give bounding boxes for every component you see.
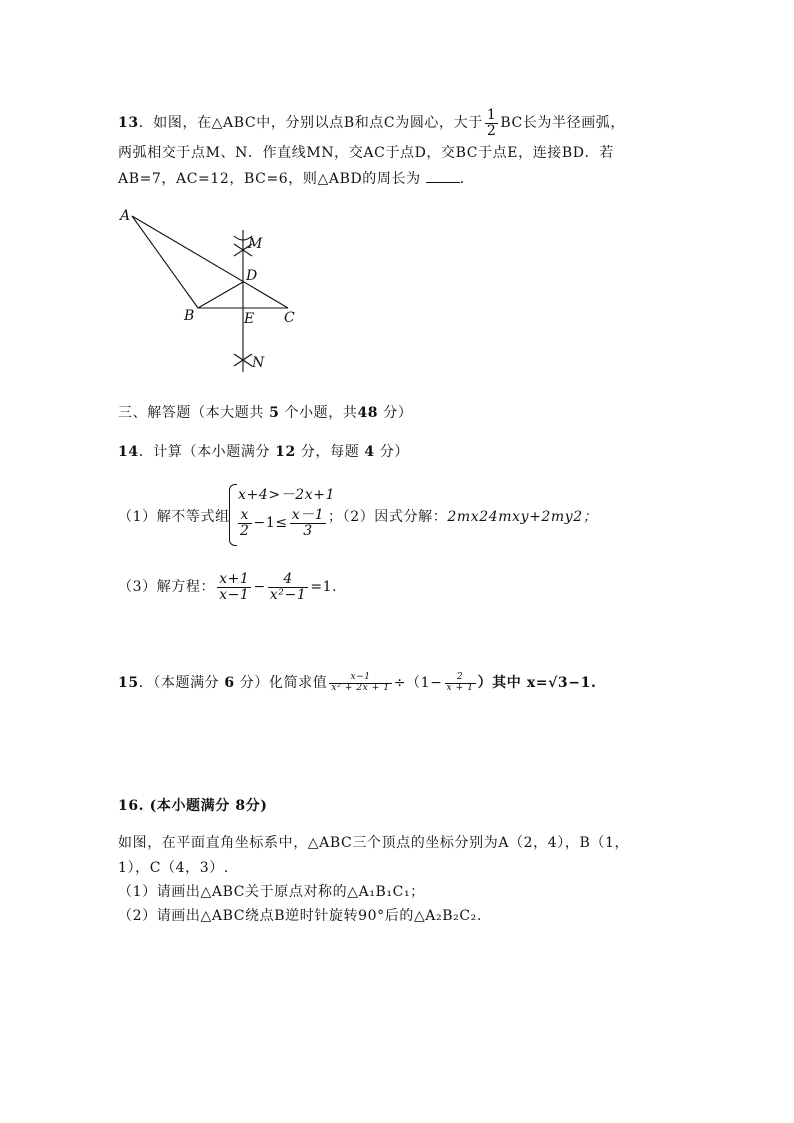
p3-num1: x+1 <box>219 571 250 587</box>
section3-prefix: 三、解答题（本大题共 <box>118 405 264 421</box>
label-c: C <box>284 310 295 326</box>
q15-g-num: 2 <box>456 672 464 683</box>
p3-eq: =1. <box>310 579 338 596</box>
q14-title-c: 分） <box>379 444 409 460</box>
section3-score: 48 <box>357 405 379 421</box>
label-m: M <box>248 236 263 252</box>
q14-number: 14 <box>118 444 139 460</box>
q16-line1: 如图，在平面直角坐标系中，△ABC三个顶点的坐标分别为A（2，4），B（1， <box>118 835 630 851</box>
q13-line3-text: AB=7，AC=12，BC=6，则△ABD的周长为 <box>118 171 421 187</box>
q15-f-den: x² + 2x + 1 <box>331 682 390 693</box>
ineq2-right-num: x－1 <box>291 507 325 523</box>
q15-fraction-2 <box>445 673 476 693</box>
q15-g-den: x + 1 <box>446 682 474 693</box>
q14-p2 <box>328 506 597 526</box>
label-a: A <box>120 208 131 224</box>
segment-ab <box>132 216 198 308</box>
q13-line3 <box>118 168 474 188</box>
q15-text-a: ．（本题满分 <box>138 675 220 691</box>
q13-text-b: BC长为半径画弧， <box>500 115 626 132</box>
q15-f-num: x−1 <box>350 672 371 683</box>
p3-fraction-1 <box>217 572 251 602</box>
q15-fraction-1 <box>329 673 391 693</box>
section3-suffix: 分） <box>383 405 413 421</box>
q14-title-b: 分，每题 <box>300 444 360 460</box>
q13-text-a: ．如图，在△ABC中，分别以点B和点C为圆心，大于 <box>138 115 483 132</box>
ineq2-left-num: x <box>240 507 249 523</box>
label-e: E <box>244 311 255 327</box>
q14-score: 12 <box>275 444 296 460</box>
segment-bd <box>198 282 243 308</box>
q13-half-den: 2 <box>486 122 497 139</box>
ineq2-right-fraction <box>290 508 327 538</box>
q15-number: 15 <box>118 675 139 691</box>
p3-den2: x²−1 <box>269 586 307 603</box>
q14-p2-expr: 2mx24mxy+2my2； <box>447 509 598 525</box>
q13-line3-end: ． <box>459 171 475 187</box>
label-d: D <box>246 268 258 284</box>
q16-title: 16. (本小题满分 8分) <box>118 798 268 814</box>
q14-p2-label: ；（2）因式分解： <box>328 509 448 525</box>
q14-title <box>118 441 409 461</box>
q14-title-a: ．计算（本小题满分 <box>138 444 271 460</box>
q13-line2: 两弧相交于点M、N．作直线MN，交AC于点D，交BC于点E，连接BD．若 <box>118 145 614 161</box>
p3-minus: − <box>253 579 266 596</box>
q14-p1-label: （1）解不等式组 <box>118 509 230 525</box>
q16-part1: （1）请画出△ABC关于原点对称的△A₁B₁C₁； <box>118 884 425 900</box>
q14-p3 <box>118 572 337 602</box>
answer-blank <box>426 170 460 183</box>
q15-text-b: 分）化简求值 <box>239 675 328 691</box>
q14-each: 4 <box>364 444 375 460</box>
ineq2-left-den: 2 <box>240 522 250 539</box>
inequality-2 <box>236 508 328 538</box>
p3-fraction-2 <box>268 572 309 602</box>
q15-line <box>118 672 596 693</box>
p3-den1: x−1 <box>219 586 250 603</box>
q15-score: 6 <box>224 675 235 691</box>
q13-half-fraction <box>485 108 499 138</box>
ineq2-mid: −1≤ <box>253 515 288 532</box>
q16-line2: 1），C（4，3）. <box>118 860 229 876</box>
q13-line1 <box>118 108 625 138</box>
q15-text-c: ）其中 x=√3−1. <box>477 675 597 691</box>
inequality-1: x+4>－2x+1 <box>238 487 336 503</box>
segment-ac <box>132 216 288 308</box>
label-b: B <box>184 308 195 324</box>
label-n: N <box>252 355 265 371</box>
ineq2-left-fraction <box>238 508 252 538</box>
triangle-figure <box>110 200 310 380</box>
p3-num2: 4 <box>283 571 293 587</box>
ineq2-right-den: 3 <box>290 523 327 539</box>
q13-half-num: 1 <box>486 107 497 123</box>
q16-part2: （2）请画出△ABC绕点B逆时针旋转90°后的△A₂B₂C₂. <box>118 908 482 924</box>
q15-div: ÷（1− <box>393 675 443 691</box>
section3-heading <box>118 402 412 422</box>
section3-mid: 个小题，共 <box>284 405 358 421</box>
q13-number: 13 <box>118 115 139 132</box>
q14-p3-label: （3）解方程： <box>118 579 216 596</box>
section3-count: 5 <box>269 405 280 421</box>
